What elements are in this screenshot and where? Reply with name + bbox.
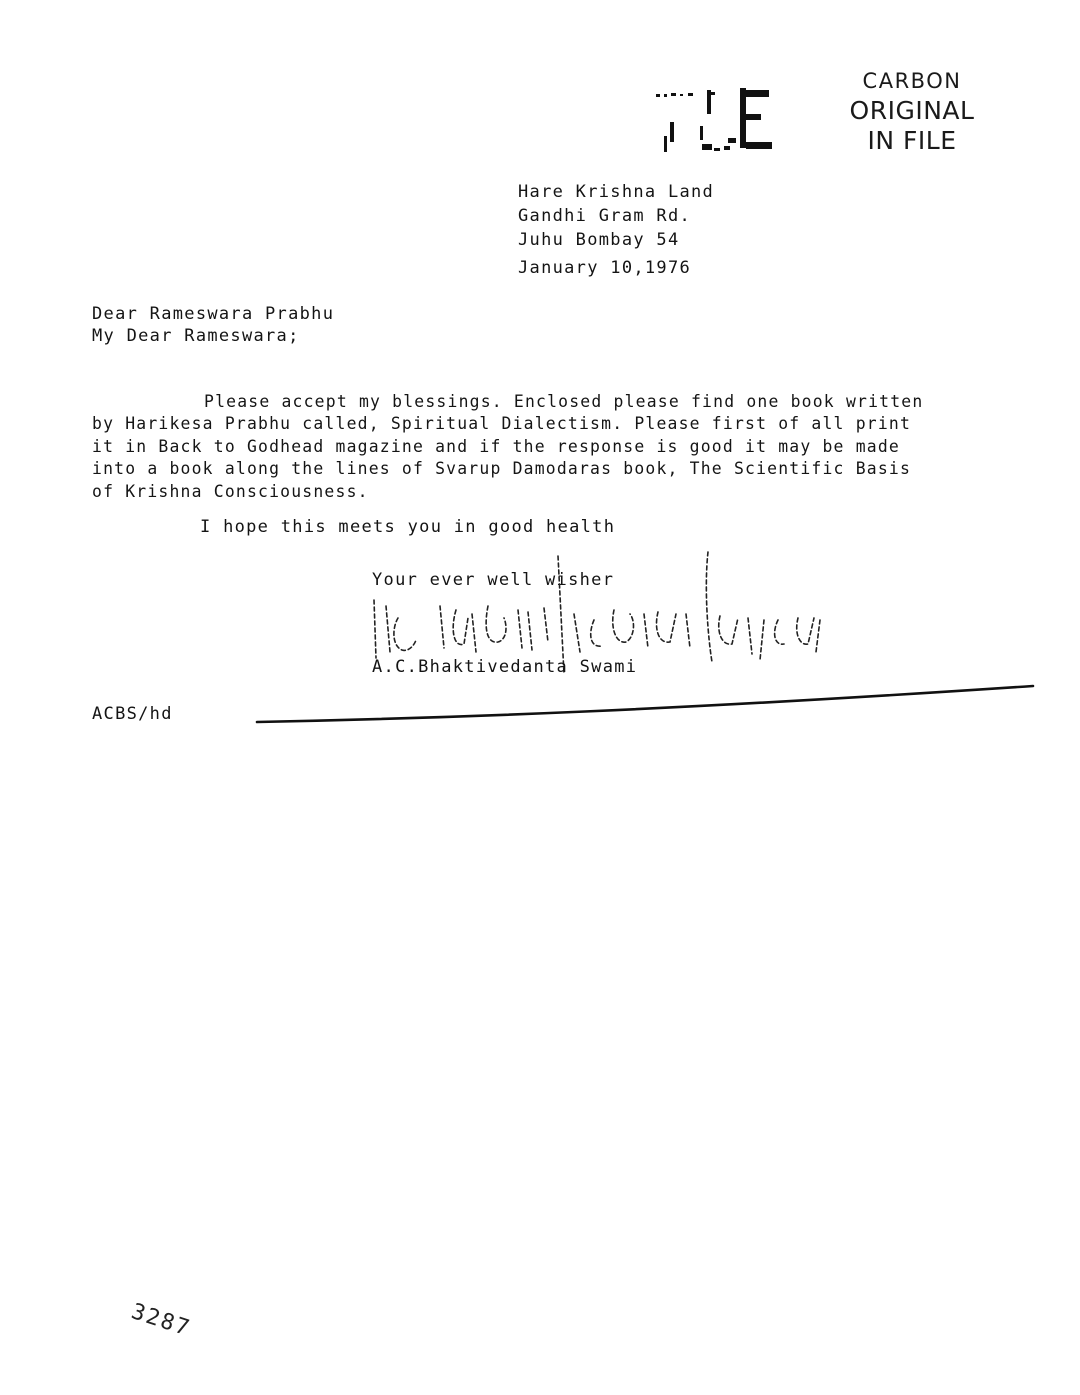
page-number-text: 3287: [128, 1299, 194, 1342]
carbon-original-stamp: [842, 66, 982, 156]
letter-body-text: Please accept my blessings. Enclosed please find one book written by Harikesa Prabhu called, Spiritual Dialectism. Please first of all print it in Back to Godhead magazine and if the response is good it may be made into a book along the lines of Svarup Damodaras book, The Scientific Basis of Krishna Consciousness.: [92, 391, 924, 501]
salutation: [92, 303, 334, 347]
sender-address: [518, 180, 714, 252]
file-stamp-text: FILE: [650, 86, 653, 87]
stamp-line-in-file: IN FILE: [867, 126, 957, 155]
salutation-line-1: Dear Rameswara Prabhu: [92, 304, 335, 324]
file-stamp-mark: [650, 86, 780, 166]
stamp-line-carbon: CARBON: [862, 69, 962, 93]
salutation-line-2: My Dear Rameswara;: [92, 326, 300, 346]
page-number-mark: [128, 1297, 218, 1342]
sender-address-line-3: Juhu Bombay 54: [518, 230, 680, 250]
letter-date: January 10,1976: [518, 258, 692, 278]
letter-body: [92, 368, 942, 503]
sender-address-line-1: Hare Krishna Land: [518, 182, 715, 202]
signature-underline: [255, 680, 1035, 730]
signer-name: A.C.Bhaktivedanta Swami: [372, 657, 638, 677]
typist-initials: ACBS/hd: [92, 704, 173, 724]
sender-address-line-2: Gandhi Gram Rd.: [518, 206, 692, 226]
stamp-line-original: ORIGINAL: [849, 96, 975, 125]
valediction: Your ever well wisher: [372, 570, 615, 590]
closing-line: I hope this meets you in good health: [200, 517, 616, 537]
